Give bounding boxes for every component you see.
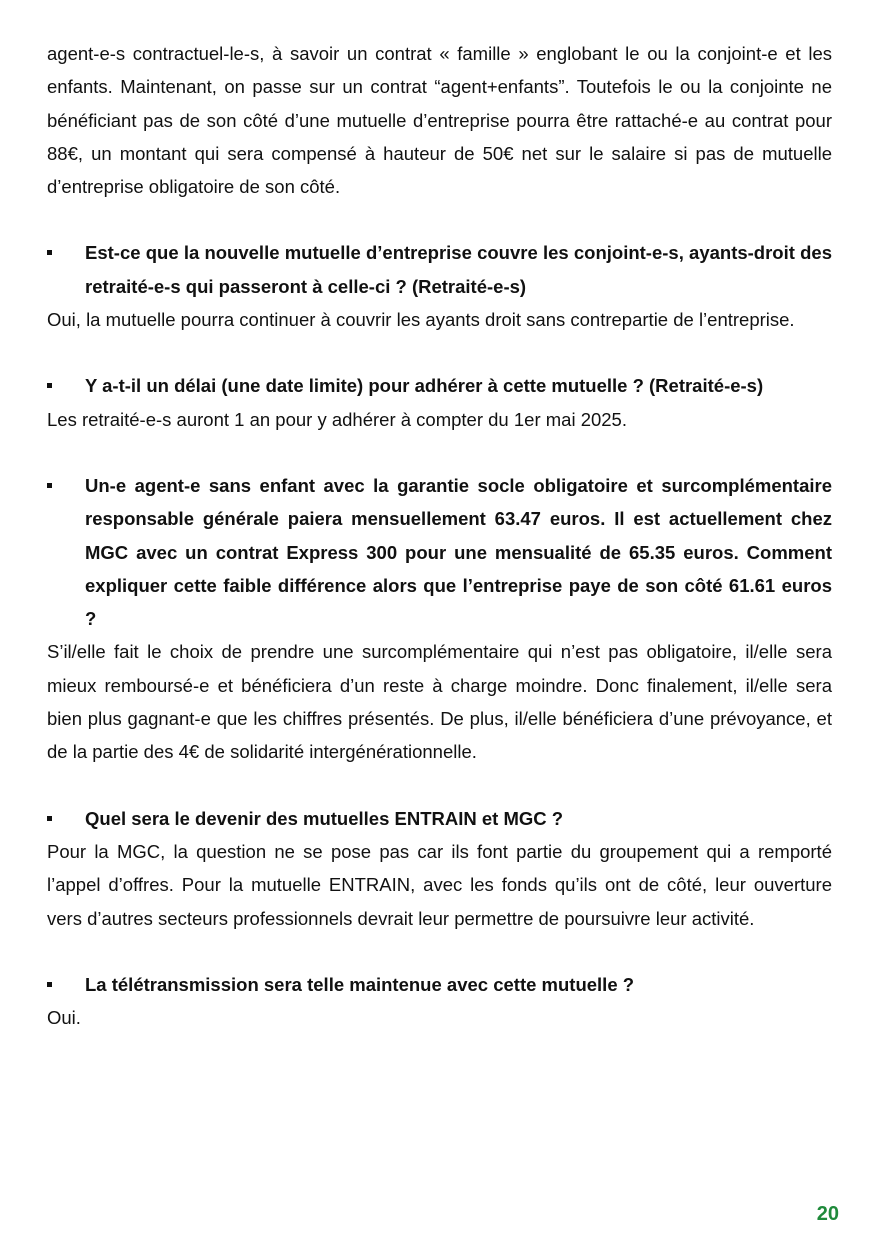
question-5 <box>47 968 832 1001</box>
question-text: Est-ce que la nouvelle mutuelle d’entreprise couvre les conjoint-e-s, ayants-droit des retraité-e-s qui passeront à celle-ci ? (Retraité-e-s) <box>85 242 832 297</box>
question-text: Quel sera le devenir des mutuelles ENTRAIN et MGC ? <box>85 807 564 829</box>
question-4 <box>47 802 832 835</box>
answer-4: Pour la MGC, la question ne se pose pas car ils font partie du groupement qui a remporté l’appel d’offres. Pour la mutuelle ENTRAIN, avec les fonds qu’ils ont de côté, leur ouverture vers d’autres secteurs professionnels devrait leur permettre de poursuivre leur activité. <box>47 840 832 929</box>
bullet-icon <box>47 383 52 388</box>
question-text: Y a-t-il un délai (une date limite) pour adhérer à cette mutuelle ? (Retraité-e-s) <box>85 375 764 397</box>
bullet-icon <box>47 816 52 821</box>
bullet-icon <box>47 250 52 255</box>
question-2 <box>47 369 832 402</box>
page-number: 20 <box>816 1203 839 1225</box>
answer-5: Oui. <box>47 1007 81 1029</box>
question-3 <box>47 469 832 635</box>
question-text: Un-e agent-e sans enfant avec la garantie socle obligatoire et surcomplémentaire responsable générale paiera mensuellement 63.47 euros. Il est actuellement chez MGC avec un contrat Express 300 pour une mensualité de 65.35 euros. Comment expliquer cette faible différence alors que l’entreprise paye de son côté 61.61 euros ? <box>85 474 832 630</box>
question-text: La télétransmission sera telle maintenue avec cette mutuelle ? <box>85 973 635 995</box>
document-body <box>47 37 832 1034</box>
question-1 <box>47 236 832 303</box>
answer-1: Oui, la mutuelle pourra continuer à couvrir les ayants droit sans contrepartie de l’entreprise. <box>47 309 795 331</box>
bullet-icon <box>47 982 52 987</box>
bullet-icon <box>47 483 52 488</box>
answer-2: Les retraité-e-s auront 1 an pour y adhérer à compter du 1er mai 2025. <box>47 408 627 430</box>
answer-3: S’il/elle fait le choix de prendre une surcomplémentaire qui n’est pas obligatoire, il/elle sera mieux remboursé-e et bénéficiera d’un reste à charge moindre. Donc finalement, il/elle sera bien plus gagnant-e que les chiffres présentés. De plus, il/elle bénéficiera d’une prévoyance, et de la partie des 4€ de solidarité intergénérationnelle. <box>47 641 832 763</box>
intro-paragraph: agent-e-s contractuel-le-s, à savoir un contrat « famille » englobant le ou la conjoint-e et les enfants. Maintenant, on passe sur un contrat “agent+enfants”. Toutefois le ou la conjointe ne bénéficiant pas de son côté d’une mutuelle d’entreprise pourra être rattaché-e au contrat pour 88€, un montant qui sera compensé à hauteur de 50€ net sur le salaire si pas de mutuelle d’entreprise obligatoire de son côté. <box>47 43 832 198</box>
